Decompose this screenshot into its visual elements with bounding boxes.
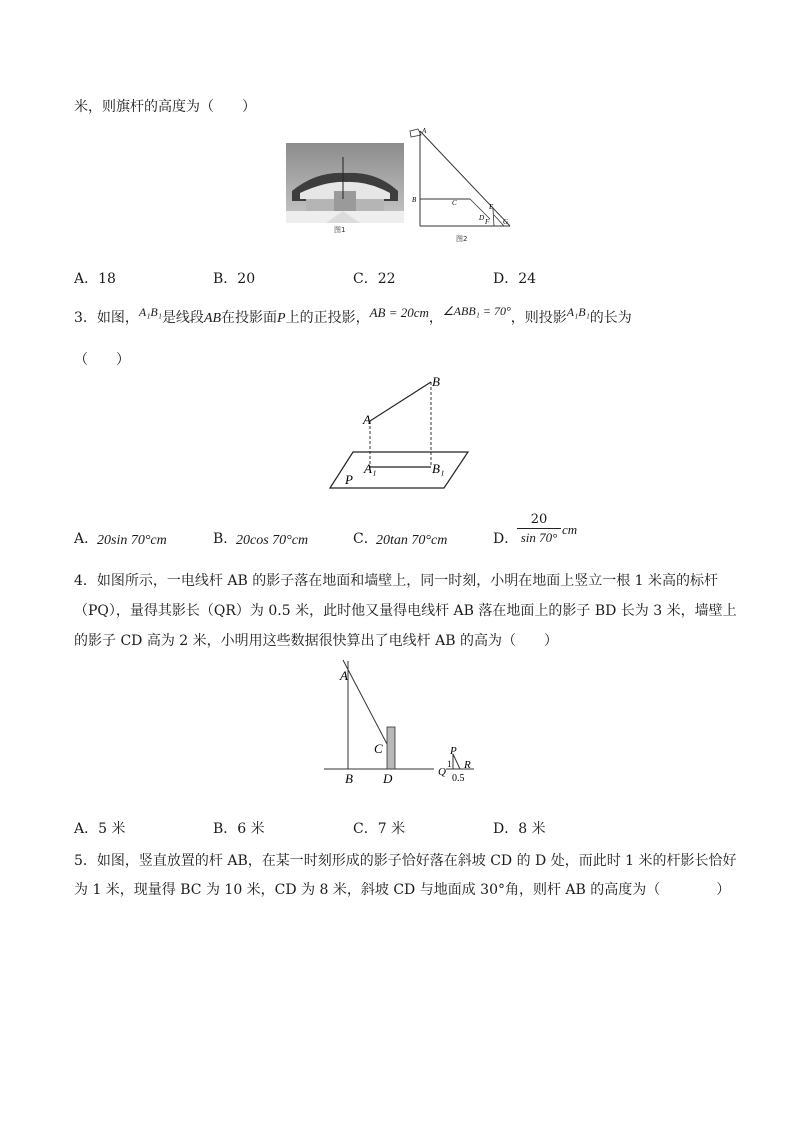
q2-fig2-label-b: B (412, 196, 417, 204)
q4-label-b: B (345, 771, 353, 784)
q4-option-c: C．7 米 (353, 821, 406, 837)
q3-option-c: C． (353, 531, 378, 547)
q2-option-c: C．22 (353, 271, 396, 287)
q3-label-b1: B₁ (432, 461, 445, 476)
q3-paren: （ ） (74, 352, 130, 368)
q2-figure2-caption: 图2 (456, 235, 468, 243)
q3-option-d-fraction (517, 512, 561, 546)
q3-option-c-value: 20tan 70°cm (376, 533, 448, 548)
q4-option-d: D．8 米 (493, 821, 546, 837)
q2-tail-text: 米，则旗杆的高度为（ ） (74, 99, 256, 115)
q2-option-b: B．20 (213, 271, 256, 287)
q4-stem-line3: 的影子 CD 高为 2 米，小明用这些数据很快算出了电线杆 AB 的高为（ ） (74, 633, 558, 649)
q3-option-d-numerator: 20 (530, 512, 548, 527)
q3-option-d-denominator: sin 70° (520, 530, 558, 545)
q4-stem-line2: （PQ），量得其影长（QR）为 0.5 米，此时他又量得电线杆 AB 落在地面上的影子 BD 长为 3 米，墙壁上 (74, 603, 737, 619)
q3-label-b: B (432, 374, 440, 389)
q4-label-one: 1 (447, 759, 452, 769)
q4-label-half: 0.5 (452, 773, 465, 784)
q2-option-d: D．24 (493, 271, 537, 287)
q5-stem-line2: 为 1 米，现量得 BC 为 10 米，CD 为 8 米，斜坡 CD 与地面成 30°角，则杆 AB 的高度为（ ） (74, 882, 731, 898)
q2-fig2-label-d: D (479, 214, 485, 222)
q3-option-d-unit: cm (562, 522, 578, 537)
q3-option-b: B． (213, 531, 238, 547)
q4-pole-figure (322, 656, 484, 784)
q4-label-d: D (383, 771, 393, 784)
q2-fig2-label-c: C (452, 199, 457, 207)
q2-figure1-photo (286, 143, 404, 235)
q4-label-c: C (374, 741, 383, 756)
q4-option-b: B．6 米 (213, 821, 265, 837)
q3-option-d: D． (493, 531, 519, 547)
q3-projection-figure (328, 372, 474, 494)
q2-fig2-label-e: E (489, 203, 494, 211)
q3-option-a-value: 20sin 70°cm (97, 533, 167, 548)
q3-stem: 3．如图，A₁B₁是线段AB在投影面P上的正投影，AB = 20cm，∠ABB₁ = 70°，则投影A₁B₁的长为 (74, 304, 632, 326)
q4-stem-line1: 4．如图所示，一电线杆 AB 的影子落在地面和墙壁上，同一时刻，小明在地面上竖立一根 1 米高的标杆 (74, 573, 719, 589)
q2-figure2-diagram (408, 125, 518, 235)
q4-label-a: A (340, 668, 348, 683)
q3-label-p: P (345, 472, 353, 487)
q2-fig2-label-a: A (422, 127, 427, 135)
q4-option-a: A．5 米 (74, 821, 126, 837)
q2-fig2-label-g: G (503, 218, 509, 226)
q2-fig2-label-f: F (485, 218, 490, 226)
q3-option-b-value: 20cos 70°cm (236, 533, 309, 548)
q2-option-a: A．18 (74, 271, 116, 287)
q3-label-a1: A₁ (364, 461, 377, 476)
q3-label-a: A (363, 412, 371, 427)
q4-label-r: R (464, 759, 471, 771)
q4-label-q: Q (438, 766, 446, 778)
q2-figure1-caption: 图1 (334, 226, 346, 234)
q4-label-p: P (450, 745, 457, 757)
q5-stem-line1: 5．如图，竖直放置的杆 AB，在某一时刻形成的影子恰好落在斜坡 CD 的 D 处，而此时 1 米的杆影长恰好 (74, 853, 737, 869)
q3-option-a: A． (74, 531, 99, 547)
